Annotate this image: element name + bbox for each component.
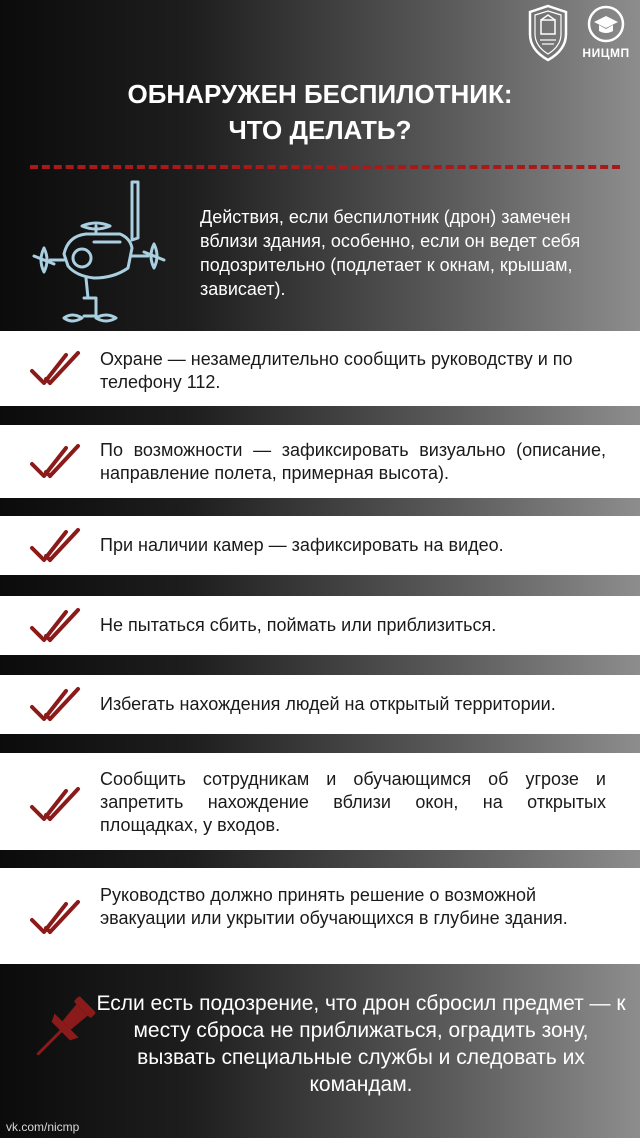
action-text: Избегать нахождения людей на открытый территории. <box>100 694 556 714</box>
page-title <box>0 76 640 148</box>
double-check-icon <box>28 526 86 566</box>
graduation-cap-icon <box>586 4 626 44</box>
action-card <box>0 596 640 655</box>
double-check-icon <box>28 785 86 825</box>
action-text: По возможности — зафиксировать визуально (описание, направление полета, примерная высота). <box>100 440 606 483</box>
action-card <box>0 425 640 498</box>
action-card <box>0 675 640 734</box>
action-text: Не пытаться сбить, поймать или приблизиться. <box>100 615 497 635</box>
drone-icon <box>24 178 174 328</box>
action-card <box>0 331 640 406</box>
action-card <box>0 516 640 575</box>
action-card <box>0 753 640 850</box>
double-check-icon <box>28 442 86 482</box>
action-text: Сообщить сотрудникам и обучающимся об угрозе и запретить нахождение вблизи окон, на открытых площадках, у входов. <box>100 769 606 835</box>
action-text: Охране — незамедлительно сообщить руководству и по телефону 112. <box>100 349 573 392</box>
action-card <box>0 868 640 964</box>
double-check-icon <box>28 685 86 725</box>
title-line-1: ОБНАРУЖЕН БЕСПИЛОТНИК: <box>127 79 513 109</box>
title-line-2: ЧТО ДЕЛАТЬ? <box>228 115 412 145</box>
push-pin-icon <box>26 990 100 1068</box>
intro-text: Действия, если беспилотник (дрон) замечен вблизи здания, особенно, если он ведет себя подозрительно (подлетает к окнам, крышам, зависает). <box>200 207 581 299</box>
double-check-icon <box>28 898 86 938</box>
logos <box>526 4 632 66</box>
action-text: При наличии камер — зафиксировать на видео. <box>100 535 504 555</box>
footer-link[interactable]: vk.com/nicmp <box>6 1120 80 1134</box>
dashed-divider <box>30 165 620 169</box>
nicmp-logo <box>580 4 632 66</box>
double-check-icon <box>28 349 86 389</box>
double-check-icon <box>28 606 86 646</box>
logo-text: НИЦМП <box>582 46 630 60</box>
shield-emblem-icon <box>526 4 570 62</box>
bottom-note: Если есть подозрение, что дрон сбросил предмет — к месту сброса не приближаться, оградить зону, вызвать специальные службы и следовать их командам. <box>96 992 626 1096</box>
action-text: Руководство должно принять решение о возможной эвакуации или укрытии обучающихся в глубине здания. <box>100 885 568 928</box>
